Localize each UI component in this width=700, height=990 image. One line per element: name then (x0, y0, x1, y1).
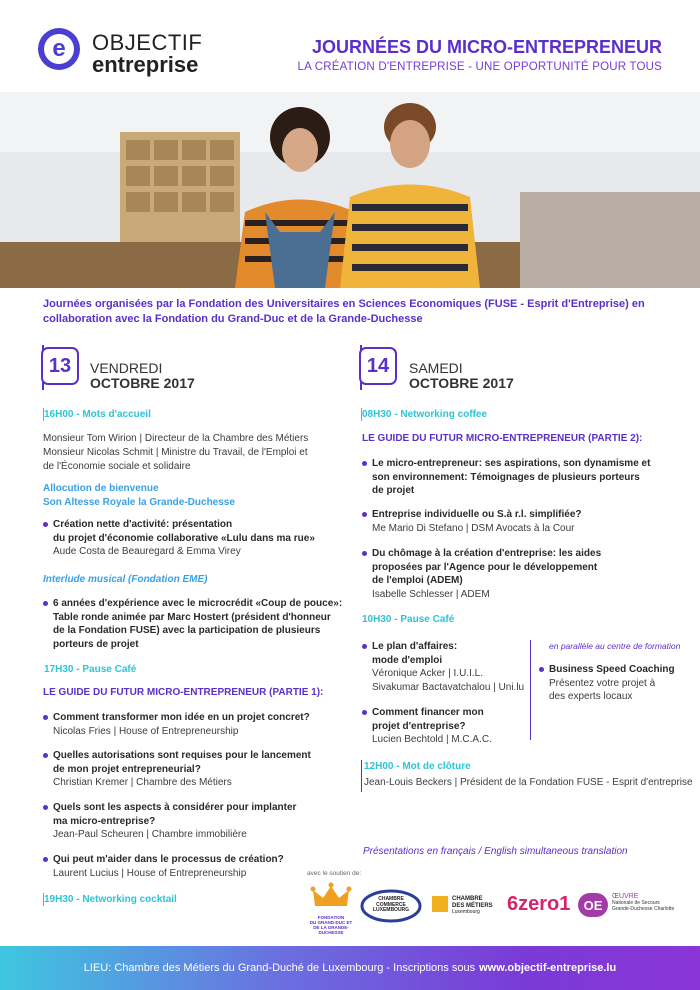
item-title: Du chômage à la création d'entreprise: les aides (372, 548, 602, 559)
item-speaker: Aude Costa de Beauregard & Emma Virey (53, 546, 241, 557)
item-speaker: Présentez votre projet à (549, 677, 656, 689)
day2-workshop-item (362, 640, 524, 694)
item-title: Le micro-entrepreneur: ses aspirations, son dynamisme et (372, 458, 651, 469)
day2-number: 14 (359, 347, 397, 385)
parallel-divider (530, 640, 531, 740)
item-speaker: Laurent Lucius | House of Entrepreneurship (53, 867, 247, 879)
day2-workshop-item (362, 706, 492, 747)
day1-speaker-line: de l'Économie sociale et solidaire (43, 461, 191, 472)
bullet-icon (43, 805, 48, 810)
day2-month: OCTOBRE 2017 (409, 375, 514, 391)
day1-weekday: VENDREDI (90, 360, 163, 376)
item-title: Comment transformer mon idée en un projet concret? (53, 712, 310, 723)
hero-photo-illustration (0, 92, 700, 288)
item-title: 6 années d'expérience avec le microcrédit «Coup de pouce»: (53, 598, 343, 609)
item-title: Quels sont les aspects à considérer pour implanter (53, 802, 297, 813)
bullet-icon (43, 857, 48, 862)
footer-link[interactable]: www.objectif-entreprise.lu (479, 962, 617, 974)
logo-glyph: e (44, 34, 74, 64)
sponsor-text: FONDATION (317, 915, 345, 920)
item-title: mode d'emploi (372, 654, 443, 666)
item-title: Quelles autorisations sont requises pour le lancement (53, 750, 311, 761)
sponsor-text: Grande-Duchesse Charlotte (612, 906, 675, 912)
day1-allocution-speaker: Son Altesse Royale la Grande-Duchesse (43, 497, 235, 508)
sponsor-text: Nationale de Secours (612, 900, 660, 906)
bullet-icon (362, 461, 367, 466)
day1-guide-item (43, 801, 296, 842)
day1-agenda-item (43, 597, 342, 651)
bullet-icon (43, 715, 48, 720)
item-title: Le plan d'affaires: (372, 641, 458, 652)
day2-guide-item (362, 457, 650, 498)
item-title: projet d'entreprise? (372, 720, 466, 732)
page-subtitle: LA CRÉATION D'ENTREPRISE - UNE OPPORTUNITÉ POUR TOUS (297, 61, 662, 73)
sponsor-text: CHAMBRE (378, 896, 404, 902)
item-title: ma micro-entreprise? (53, 815, 156, 827)
item-title: de mon projet entrepreneurial? (53, 763, 201, 775)
item-title: Création nette d'activité: présentation (53, 519, 233, 530)
item-title: Business Speed Coaching (549, 664, 675, 675)
support-label: avec le soutien de: (307, 870, 362, 877)
item-speaker: Sivakumar Bactavatchalou | Uni.lu (372, 681, 525, 693)
parallel-item (539, 663, 675, 704)
day2-weekday: SAMEDI (409, 360, 463, 376)
day1-cocktail-time: 19H30 - Networking cocktail (44, 894, 177, 905)
sponsor-text: COMMERCE (376, 901, 406, 908)
day1-interlude: Interlude musical (Fondation EME) (43, 574, 208, 585)
item-title: Qui peut m'aider dans le processus de création? (53, 854, 284, 865)
day1-guide-heading: LE GUIDE DU FUTUR MICRO-ENTREPRENEUR (PARTIE 1): (43, 687, 324, 698)
day2-closing-speaker: Jean-Louis Beckers | Président de la Fondation FUSE - Esprit d'entreprise (364, 777, 693, 788)
day2-guide-heading: LE GUIDE DU FUTUR MICRO-ENTREPRENEUR (PARTIE 2): (362, 433, 643, 444)
day2-pause-time: 10H30 - Pause Café (362, 614, 455, 625)
bullet-icon (43, 522, 48, 527)
bullet-icon (43, 753, 48, 758)
sponsor-text: CHAMBRE (452, 896, 483, 902)
cdm-square-icon (432, 896, 448, 912)
day1-welcome-time: 16H00 - Mots d'accueil (44, 409, 151, 420)
day2-guide-item (362, 508, 582, 535)
item-speaker: Jean-Paul Scheuren | Chambre immobilière (53, 829, 247, 840)
item-title: du projet d'économie collaborative «Lulu dans ma rue» (53, 532, 315, 544)
intro-text: Journées organisées par la Fondation des Universitaires en Sciences Economiques (FUSE - Esprit d'Entreprise) en collaboration avec la Fondation du Grand-Duc et de la Grande-Duchesse (43, 298, 645, 325)
item-speaker: Lucien Bechtold | M.C.A.C. (372, 734, 492, 745)
logo-line2: entreprise (92, 52, 199, 77)
day2-coffee-time: 08H30 - Networking coffee (362, 409, 488, 420)
day1-guide-item (43, 749, 311, 790)
item-speaker: des experts locaux (549, 691, 633, 702)
day1-speaker-line: Monsieur Tom Wirion | Directeur de la Chambre des Métiers (43, 433, 309, 444)
item-title: de l'emploi (ADEM) (372, 575, 463, 586)
sponsor-text: DE LA GRANDE-DUCHESSE (313, 925, 349, 935)
sponsor-chambre-metiers (432, 896, 502, 920)
day1-allocution: Allocution de bienvenue (43, 483, 159, 494)
item-speaker: Isabelle Schlesser | ADEM (372, 588, 490, 600)
bullet-icon (43, 601, 48, 606)
item-title: de la Fondation FUSE) avec la participation de plusieurs (53, 625, 321, 636)
hero-photo (0, 92, 700, 288)
page-title: JOURNÉES DU MICRO-ENTREPRENEUR (311, 37, 662, 57)
sponsor-6zero1: 6zero1 (507, 893, 571, 915)
sponsor-text: ŒUVRE (612, 893, 639, 900)
day2-closing-line (361, 760, 362, 792)
sponsor-text: LUXEMBOURG (372, 907, 410, 913)
day1-pause-time: 17H30 - Pause Café (44, 664, 137, 675)
sponsor-text: Luxembourg (452, 909, 480, 915)
footer-text: LIEU: Chambre des Métiers du Grand-Duché de Luxembourg - Inscriptions sous (83, 962, 476, 974)
item-speaker: Me Mario Di Stefano | DSM Avocats à la Cour (372, 522, 575, 534)
bullet-icon (362, 512, 367, 517)
day1-month: OCTOBRE 2017 (90, 375, 195, 391)
sponsor-chambre-commerce (360, 888, 422, 924)
item-title: son environnement: Témoignages de plusieurs porteurs (372, 471, 640, 483)
day1-number: 13 (41, 347, 79, 385)
translation-note: Présentations en français / English simultaneous translation (363, 846, 628, 857)
parallel-note: en parallèle au centre de formation (549, 641, 681, 651)
bullet-icon (362, 710, 367, 715)
crown-icon (307, 882, 355, 910)
day2-closing-time: 12H00 - Mot de clôture (364, 761, 471, 772)
day1-speaker-line: Monsieur Nicolas Schmit | Ministre du Travail, de l'Emploi et (43, 447, 308, 458)
sponsor-text: DES MÉTIERS (452, 902, 493, 909)
sponsor-text: DU GRAND-DUC ET (309, 920, 353, 925)
day1-guide-item (43, 711, 310, 738)
bullet-icon (539, 667, 544, 672)
item-speaker: Nicolas Fries | House of Entrepreneurship (53, 725, 239, 737)
logo-mark (38, 28, 80, 70)
bullet-icon (362, 551, 367, 556)
sponsor-oeuvre-logo: OE (578, 893, 608, 917)
item-title: proposées par l'Agence pour le développement (372, 561, 598, 573)
day1-agenda-item (43, 518, 315, 559)
item-title: porteurs de projet (53, 638, 139, 650)
item-speaker: Véronique Acker | I.U.I.L. (372, 668, 483, 679)
day2-guide-item (362, 547, 601, 601)
bullet-icon (362, 644, 367, 649)
logo-line1: OBJECTIF (92, 30, 203, 55)
day1-guide-item (43, 853, 284, 880)
item-speaker: Christian Kremer | Chambre des Métiers (53, 777, 232, 788)
item-title: de projet (372, 485, 415, 496)
sponsor-fondation (307, 882, 355, 934)
item-title: Comment financer mon (372, 707, 484, 718)
item-title: Entreprise individuelle ou S.à r.l. simplifiée? (372, 509, 582, 520)
footer-bar (0, 946, 700, 990)
item-title: Table ronde animée par Marc Hostert (président d'honneur (53, 611, 331, 623)
